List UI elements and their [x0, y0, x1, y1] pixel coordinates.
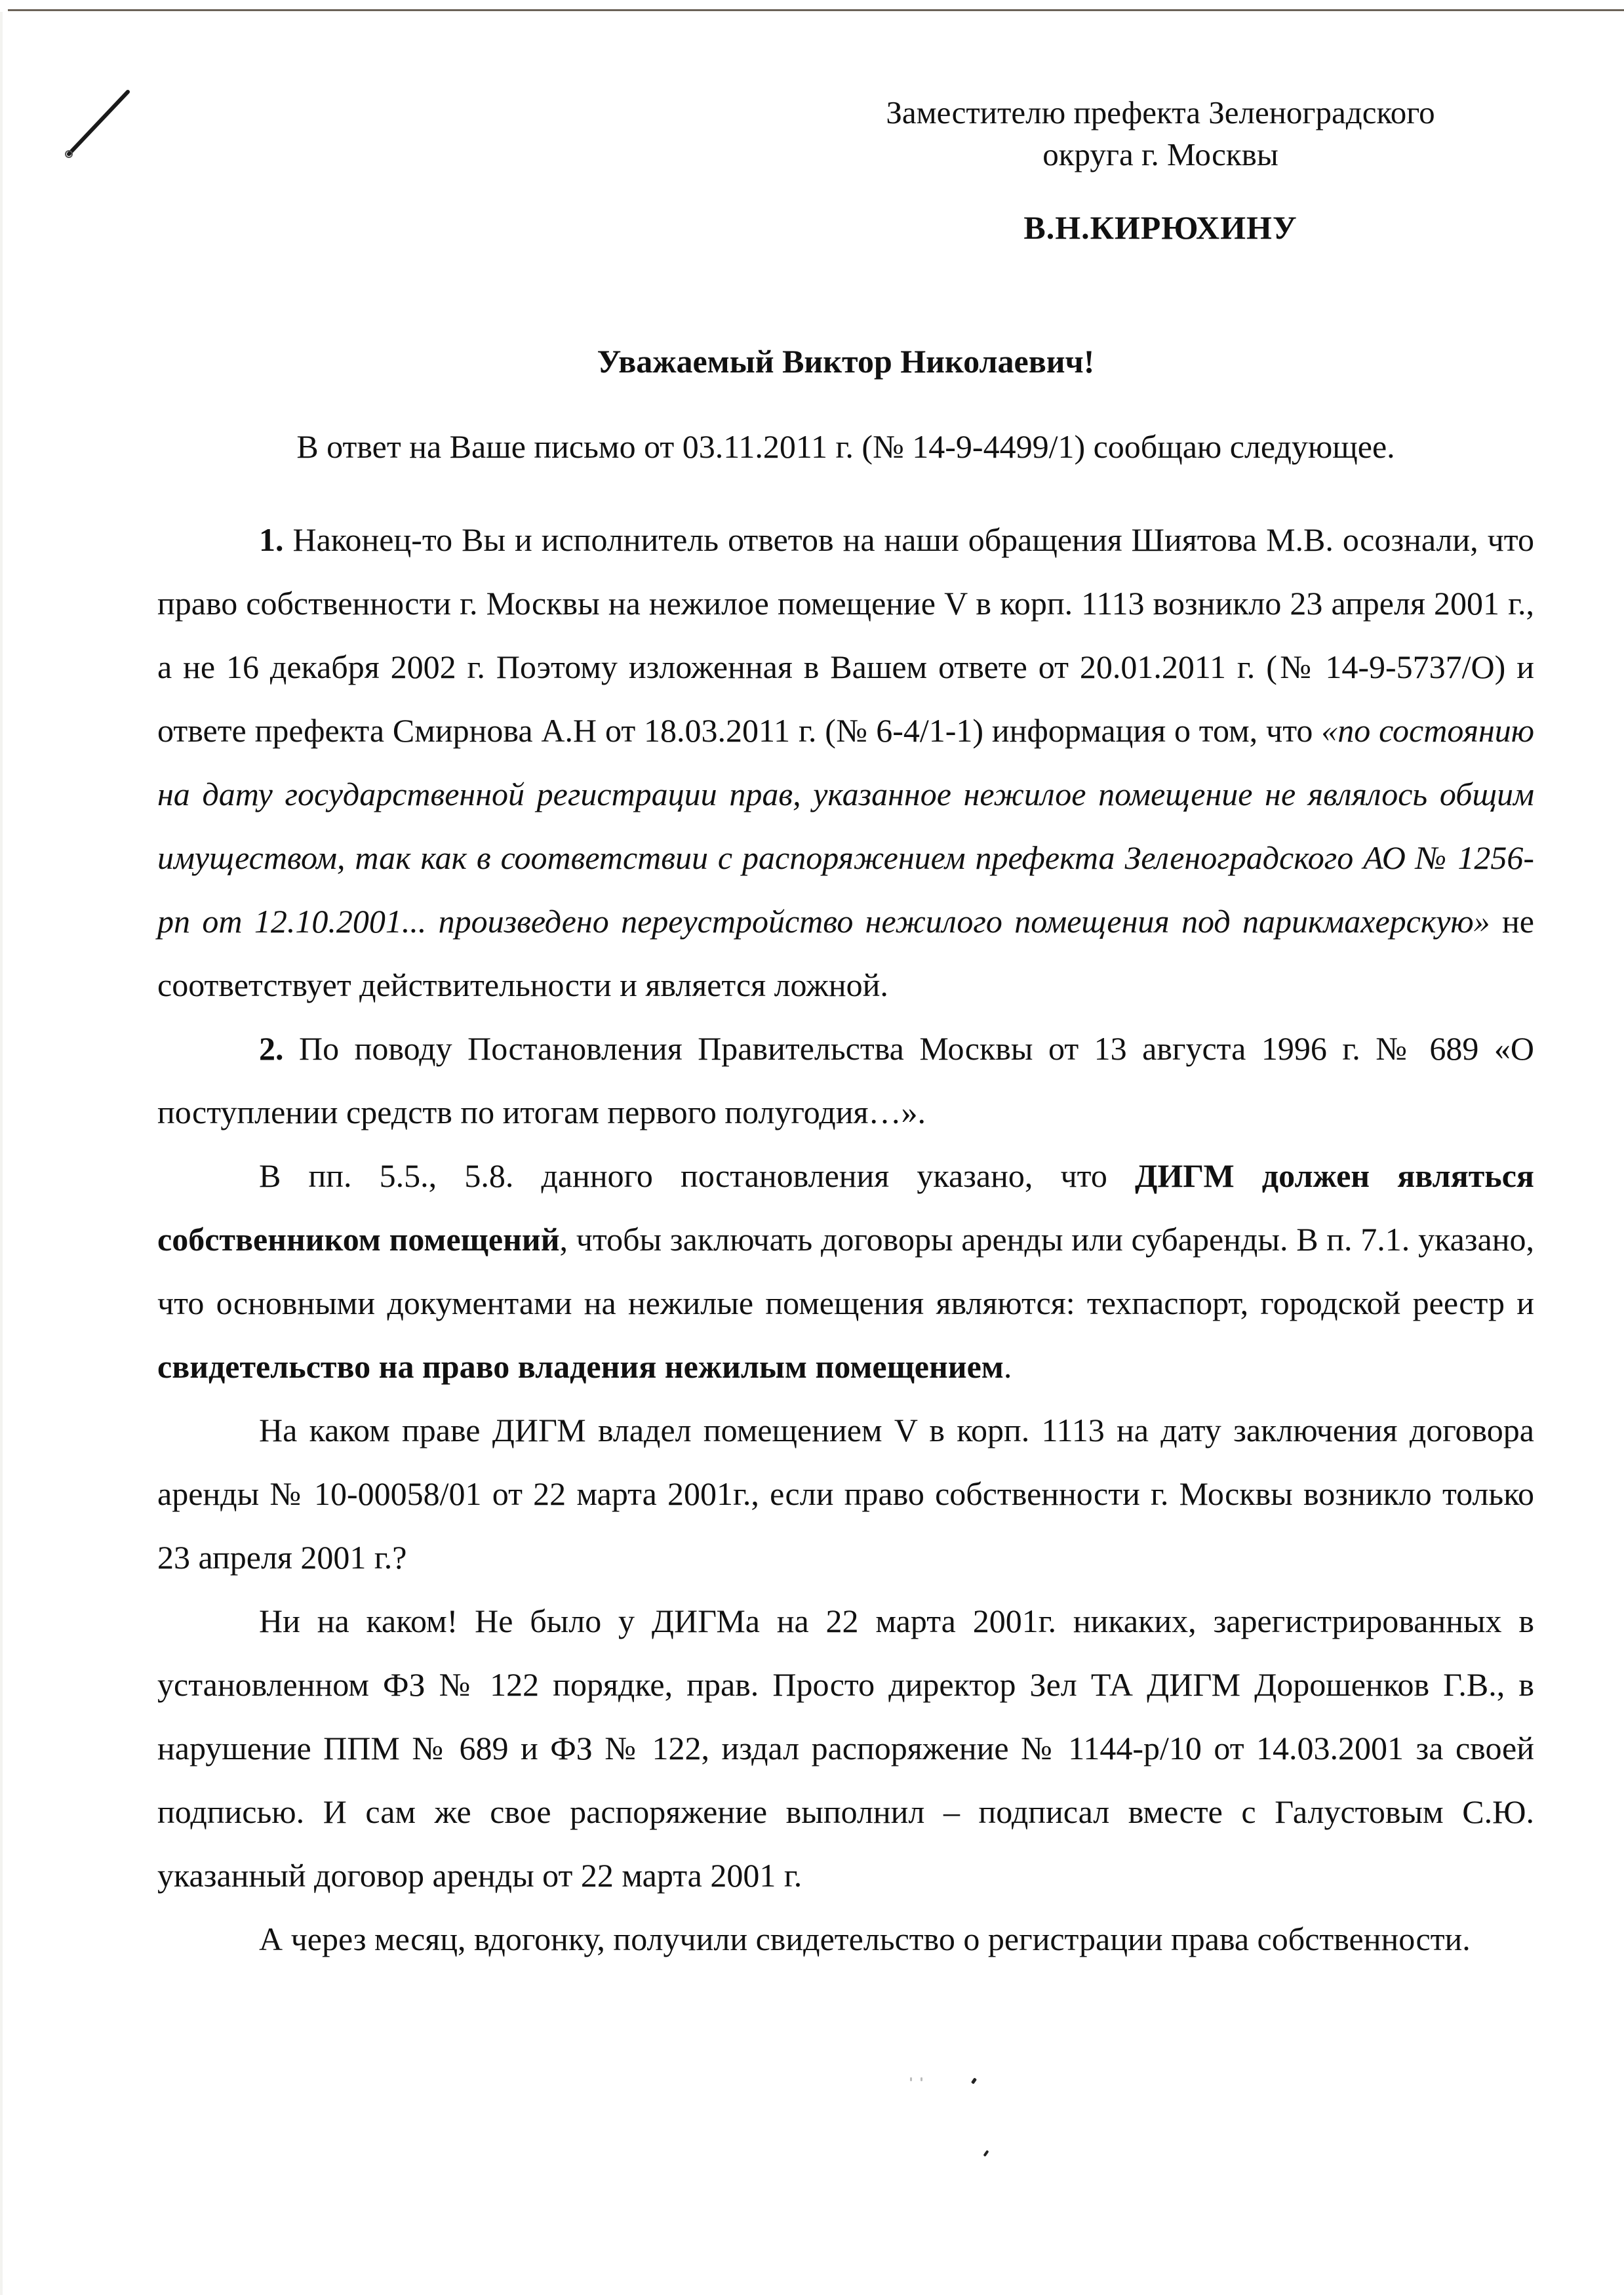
paragraph-3-text-1: В пп. 5.5., 5.8. данного постановления указано, что [259, 1157, 1136, 1194]
paragraph-1-text: Наконец-то Вы и исполнитель ответов на наши обращения Шиятова М.В. осознали, что право собственности г. Москвы на нежилое помещение V в корп. 1113 возникло 23 апреля 2001 г., а не 16 декабря 2002 г. Поэтому изложенная в Вашем ответе от 20.01.2011 г. (№ 14-9-5737/О) и ответе префекта Смирнова А.Н от 18.03.2011 г. (№ 6-4/1-1) информация о том, что [157, 521, 1534, 749]
recipient-name: В.Н.КИРЮХИНУ [1023, 209, 1297, 246]
addressee-district: округа г. Москвы [1042, 136, 1278, 172]
speck [910, 2077, 912, 2081]
scan-left-edge [0, 12, 3, 2295]
intro-line: В ответ на Ваше письмо от 03.11.2011 г. (№ 14-9-4499/1) сообщаю следующее. [296, 428, 1395, 465]
pen-stroke-mark-icon [62, 85, 141, 164]
letter-body [157, 508, 1534, 1971]
paragraph-3-emphasis-1: ДИГМ должен являться собственником помещений [157, 1157, 1534, 1258]
paragraph-1-number: 1. [259, 521, 284, 558]
paragraph-2-number: 2. [259, 1030, 284, 1067]
paragraph-5: Ни на каком! Не было у ДИГМа на 22 марта 2001г. никаких, зарегистрированных в установленном ФЗ № 122 порядке, прав. Просто директор Зел ТА ДИГМ Дорошенков Г.В., в нарушение ППМ № 689 и ФЗ № 122, издал распоряжение № 1144-р/10 от 14.03.2001 за своей подписью. И сам же свое распоряжение выполнил – подписал вместе с Галустовым С.Ю. указанный договор аренды от 22 марта 2001 г. [157, 1603, 1534, 1894]
paragraph-3-text-2: , чтобы заключать договоры аренды или субаренды. В п. 7.1. указано, что основными документами на нежилые помещения являются: техпаспорт, городской реестр и [157, 1221, 1534, 1321]
paragraph-4: На каком праве ДИГМ владел помещением V в корп. 1113 на дату заключения договора аренды № 10-00058/01 от 22 марта 2001г., если право собственности г. Москвы возникло только 23 апреля 2001 г.? [157, 1412, 1534, 1576]
paragraph-1 [157, 508, 1534, 1017]
paragraph-3-emphasis-2: свидетельство на право владения нежилым помещением [157, 1348, 1004, 1385]
paragraph-1-conclusion: не соответствует действительности и является ложной. [157, 903, 1534, 1003]
paragraph-3 [157, 1144, 1534, 1399]
greeting: Уважаемый Виктор Николаевич! [597, 343, 1095, 380]
speck [983, 2150, 989, 2157]
paragraph-3-text-3: . [1003, 1348, 1012, 1385]
scan-top-edge [8, 9, 1624, 11]
speck [971, 2077, 977, 2084]
speck [921, 2077, 922, 2081]
addressee-block [846, 92, 1475, 176]
paragraph-6: А через месяц, вдогонку, получили свидетельство о регистрации права собственности. [259, 1921, 1471, 1957]
paragraph-2 [157, 1017, 1534, 1144]
paragraph-1-quote: «по состоянию на дату государственной регистрации прав, указанное нежилое помещение не являлось общим имуществом, так как в соответствии с распоряжением префекта Зеленоградского АО № 1256-рп от 12.10.2001... произведено переустройство нежилого помещения под парикмахерскую» [157, 712, 1535, 940]
paragraph-2-text: По поводу Постановления Правительства Москвы от 13 августа 1996 г. № 689 «О поступлении средств по итогам первого полугодия…». [157, 1030, 1534, 1130]
addressee-title: Заместителю префекта Зеленоградского [886, 94, 1435, 130]
